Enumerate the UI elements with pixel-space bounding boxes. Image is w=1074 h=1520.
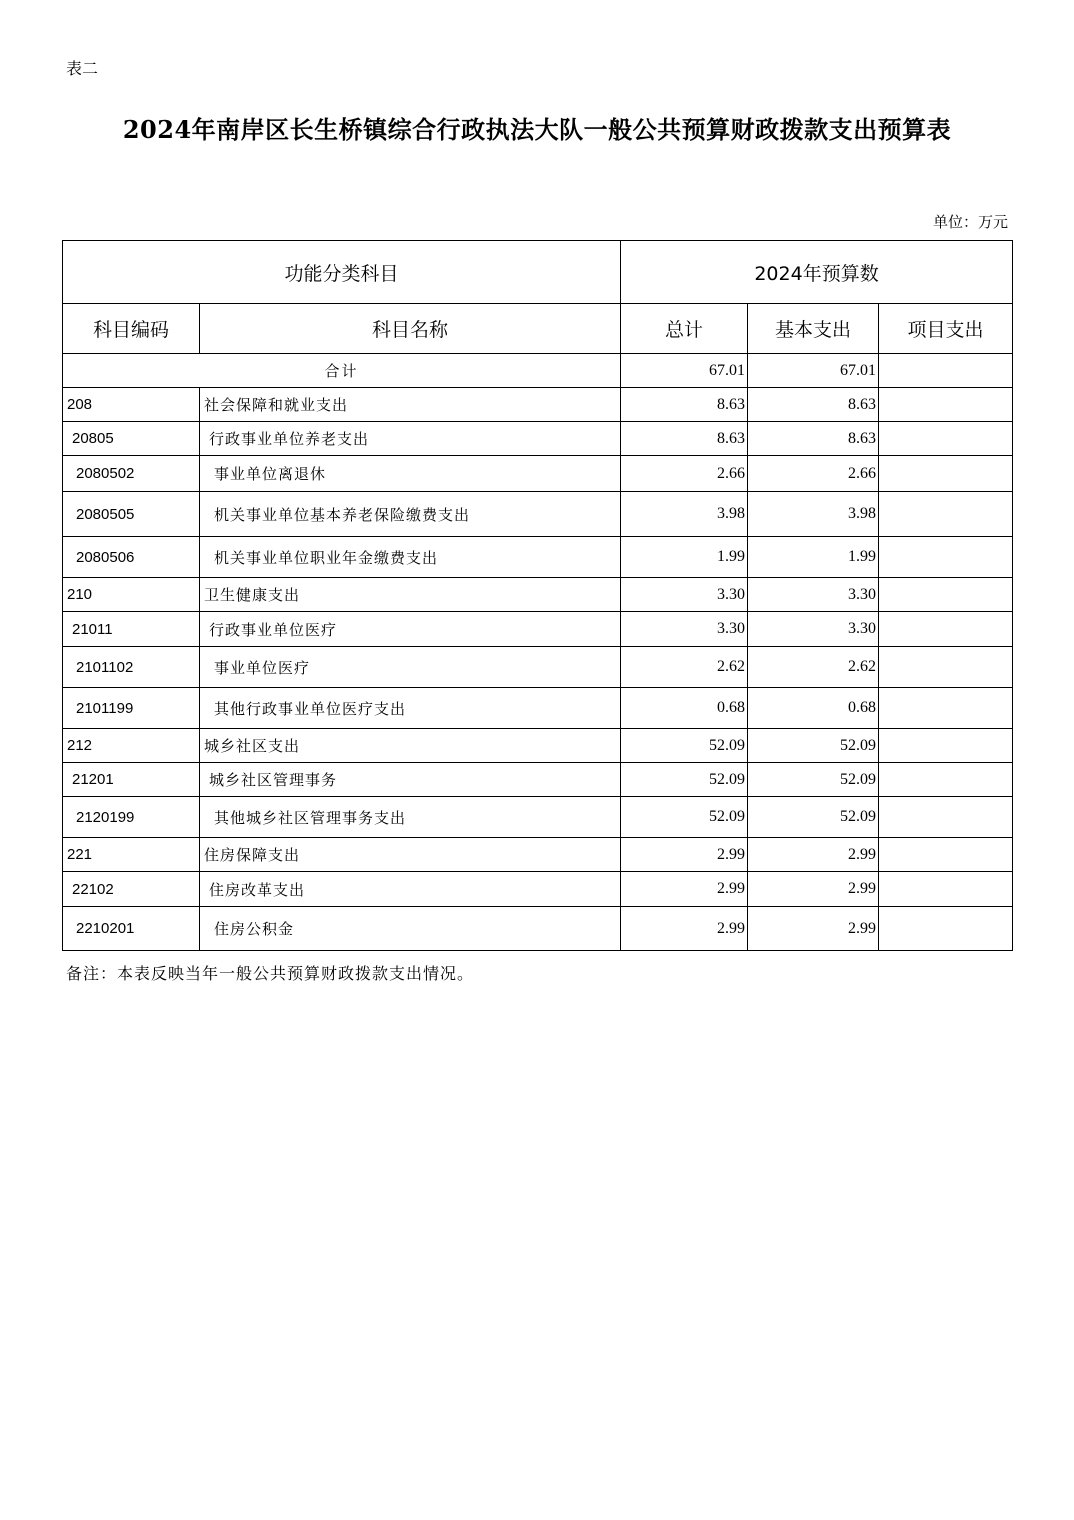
row-total: 2.62 bbox=[621, 647, 748, 688]
row-code: 2080506 bbox=[63, 537, 200, 578]
header-functional-classification: 功能分类科目 bbox=[63, 241, 621, 304]
row-code: 212 bbox=[63, 729, 200, 763]
table-row bbox=[63, 492, 1013, 537]
row-total: 0.68 bbox=[621, 688, 748, 729]
total-row bbox=[63, 354, 1013, 388]
total-label: 合计 bbox=[63, 354, 621, 388]
table-row bbox=[63, 688, 1013, 729]
page-title: 2024年南岸区长生桥镇综合行政执法大队一般公共预算财政拨款支出预算表 bbox=[122, 115, 952, 144]
row-name: 社会保障和就业支出 bbox=[200, 388, 621, 422]
row-name: 事业单位离退休 bbox=[200, 456, 621, 492]
row-code: 2080502 bbox=[63, 456, 200, 492]
row-total: 52.09 bbox=[621, 729, 748, 763]
row-total: 2.66 bbox=[621, 456, 748, 492]
table-row bbox=[63, 456, 1013, 492]
row-name: 事业单位医疗 bbox=[200, 647, 621, 688]
row-basic: 3.30 bbox=[748, 612, 879, 647]
unit-label: 单位：万元 bbox=[932, 213, 1008, 231]
table-row bbox=[63, 872, 1013, 907]
row-name: 机关事业单位基本养老保险缴费支出 bbox=[200, 492, 621, 537]
footnote: 备注：本表反映当年一般公共预算财政拨款支出情况。 bbox=[66, 964, 475, 983]
row-code: 21201 bbox=[63, 763, 200, 797]
row-basic: 3.98 bbox=[748, 492, 879, 537]
row-total: 2.99 bbox=[621, 907, 748, 951]
row-name: 卫生健康支出 bbox=[200, 578, 621, 612]
row-project bbox=[879, 492, 1013, 537]
row-code: 210 bbox=[63, 578, 200, 612]
row-code: 2080505 bbox=[63, 492, 200, 537]
row-name: 住房公积金 bbox=[200, 907, 621, 951]
header-total: 总计 bbox=[621, 304, 748, 354]
table-row bbox=[63, 907, 1013, 951]
row-basic: 8.63 bbox=[748, 388, 879, 422]
row-basic: 2.99 bbox=[748, 907, 879, 951]
row-total: 3.30 bbox=[621, 612, 748, 647]
row-basic: 52.09 bbox=[748, 729, 879, 763]
row-name: 住房保障支出 bbox=[200, 838, 621, 872]
row-total: 8.63 bbox=[621, 388, 748, 422]
table-row bbox=[63, 578, 1013, 612]
row-basic: 2.62 bbox=[748, 647, 879, 688]
row-project bbox=[879, 388, 1013, 422]
header-name: 科目名称 bbox=[200, 304, 621, 354]
table-row bbox=[63, 763, 1013, 797]
row-name: 住房改革支出 bbox=[200, 872, 621, 907]
row-total: 2.99 bbox=[621, 872, 748, 907]
row-total: 3.30 bbox=[621, 578, 748, 612]
row-basic: 2.99 bbox=[748, 838, 879, 872]
total-total: 67.01 bbox=[621, 354, 748, 388]
row-total: 8.63 bbox=[621, 422, 748, 456]
row-project bbox=[879, 456, 1013, 492]
row-project bbox=[879, 612, 1013, 647]
row-basic: 0.68 bbox=[748, 688, 879, 729]
row-total: 1.99 bbox=[621, 537, 748, 578]
row-name: 其他行政事业单位医疗支出 bbox=[200, 688, 621, 729]
table-row bbox=[63, 797, 1013, 838]
table-row bbox=[63, 838, 1013, 872]
column-header-row bbox=[63, 304, 1013, 354]
row-project bbox=[879, 872, 1013, 907]
row-basic: 2.66 bbox=[748, 456, 879, 492]
row-code: 2101199 bbox=[63, 688, 200, 729]
table-row bbox=[63, 537, 1013, 578]
row-code: 221 bbox=[63, 838, 200, 872]
row-project bbox=[879, 763, 1013, 797]
row-project bbox=[879, 688, 1013, 729]
row-project bbox=[879, 907, 1013, 951]
row-name: 城乡社区支出 bbox=[200, 729, 621, 763]
row-total: 52.09 bbox=[621, 797, 748, 838]
row-basic: 8.63 bbox=[748, 422, 879, 456]
row-total: 3.98 bbox=[621, 492, 748, 537]
row-total: 2.99 bbox=[621, 838, 748, 872]
total-project bbox=[879, 354, 1013, 388]
total-basic: 67.01 bbox=[748, 354, 879, 388]
table-row bbox=[63, 729, 1013, 763]
header-budget-2024: 2024年预算数 bbox=[621, 241, 1013, 304]
row-basic: 1.99 bbox=[748, 537, 879, 578]
row-name: 城乡社区管理事务 bbox=[200, 763, 621, 797]
row-project bbox=[879, 838, 1013, 872]
row-code: 208 bbox=[63, 388, 200, 422]
table-label: 表二 bbox=[66, 59, 99, 78]
row-name: 机关事业单位职业年金缴费支出 bbox=[200, 537, 621, 578]
group-header-row bbox=[63, 241, 1013, 304]
table-row bbox=[63, 612, 1013, 647]
row-basic: 52.09 bbox=[748, 797, 879, 838]
row-name: 其他城乡社区管理事务支出 bbox=[200, 797, 621, 838]
row-code: 2101102 bbox=[63, 647, 200, 688]
budget-table bbox=[62, 240, 1013, 951]
table-row bbox=[63, 647, 1013, 688]
row-name: 行政事业单位养老支出 bbox=[200, 422, 621, 456]
row-project bbox=[879, 647, 1013, 688]
header-project: 项目支出 bbox=[879, 304, 1013, 354]
row-code: 2120199 bbox=[63, 797, 200, 838]
row-code: 2210201 bbox=[63, 907, 200, 951]
row-project bbox=[879, 729, 1013, 763]
row-project bbox=[879, 797, 1013, 838]
row-basic: 2.99 bbox=[748, 872, 879, 907]
row-code: 21011 bbox=[63, 612, 200, 647]
row-code: 20805 bbox=[63, 422, 200, 456]
header-code: 科目编码 bbox=[63, 304, 200, 354]
row-basic: 3.30 bbox=[748, 578, 879, 612]
row-project bbox=[879, 578, 1013, 612]
table-row bbox=[63, 422, 1013, 456]
row-basic: 52.09 bbox=[748, 763, 879, 797]
row-project bbox=[879, 422, 1013, 456]
row-name: 行政事业单位医疗 bbox=[200, 612, 621, 647]
row-code: 22102 bbox=[63, 872, 200, 907]
row-project bbox=[879, 537, 1013, 578]
row-total: 52.09 bbox=[621, 763, 748, 797]
header-basic: 基本支出 bbox=[748, 304, 879, 354]
table-row bbox=[63, 388, 1013, 422]
